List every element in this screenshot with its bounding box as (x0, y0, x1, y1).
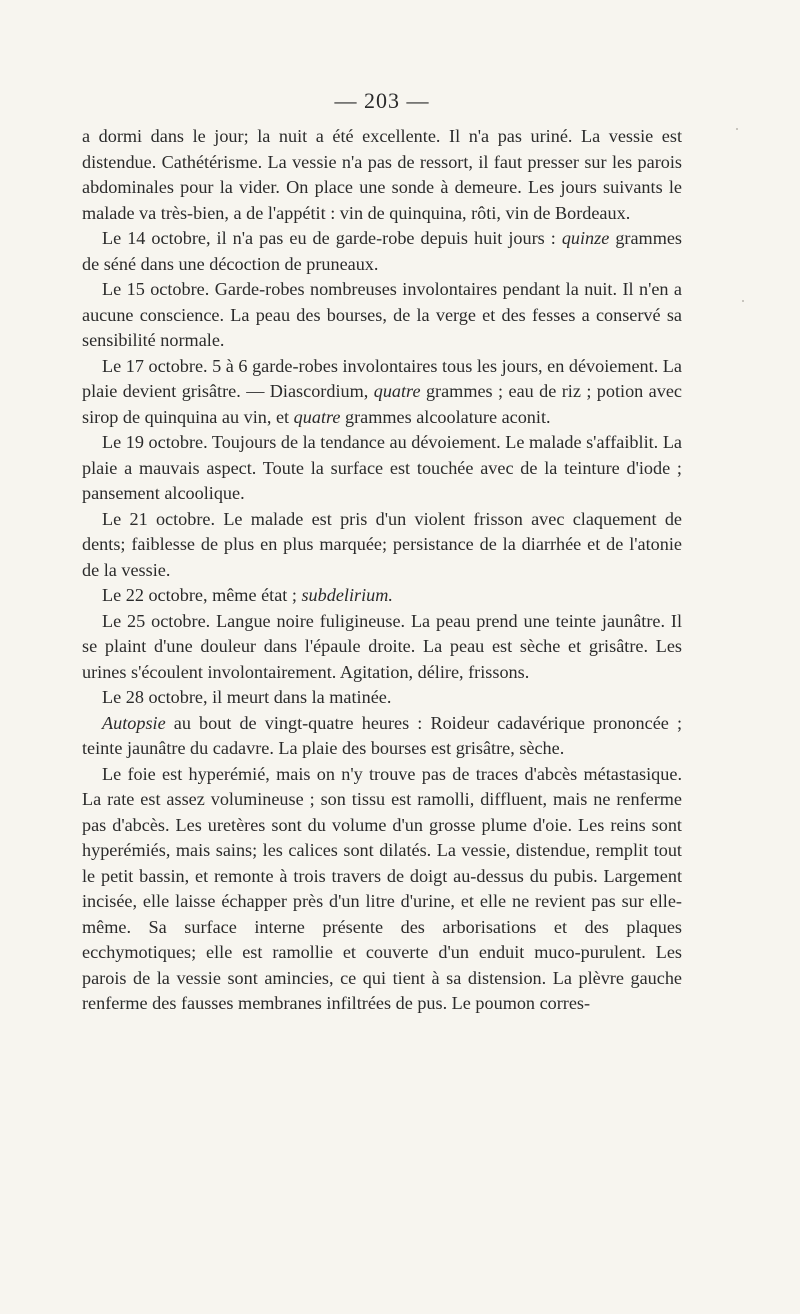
italic-text: quatre (293, 406, 341, 427)
italic-text: quinze (561, 228, 610, 248)
text-run: Le 17 octobre. 5 à 6 garde-robes involontaires tous les jours, en dévoiement. La plaie devient grisâtre. — Diascordium, (82, 355, 682, 401)
paragraph (82, 226, 682, 277)
text-run: Le 25 octobre. Langue noire fuligineuse. La peau prend une teinte jaunâtre. Il se plaint d'une douleur dans l'épaule droite. La peau est sèche et grisâtre. Les urines s'écoulent involontairement. Agitation, délire, frissons. (82, 610, 682, 682)
text-run: Le 14 octobre, il n'a pas eu de garde-robe depuis huit jours : (102, 228, 562, 248)
text-run: grammes de séné dans une décoction de pruneaux. (82, 228, 682, 274)
italic-text: Autopsie (102, 712, 166, 733)
paragraph (82, 583, 682, 609)
paragraph (82, 507, 682, 584)
paragraph (82, 277, 682, 354)
text-run: Le foie est hyperémié, mais on n'y trouve pas de traces d'abcès métastasique. La rate est assez volumineuse ; son tissu est ramolli, diffluent, mais ne renferme pas d'abcès. Les uretères sont du volume d'un grosse plume d'oie. Les reins sont hyperémiés, mais sains; les calices sont dilatés. La vessie, distendue, remplit tout le petit bassin, et remonte à trois travers de doigt au-dessus du pubis. Largement incisée, elle laisse échapper près d'un litre d'urine, et elle ne revient pas sur elle-même. Sa surface interne présente des arborisations et des plaques ecchymotiques; elle est ramollie et couverte d'un enduit muco-purulent. Les parois de la vessie sont amincies, ce qui tient à sa distension. La plèvre gauche renferme des fausses membranes infiltrées de pus. Le poumon corres- (82, 763, 682, 1013)
paper-speck (742, 300, 744, 302)
paragraph (82, 124, 682, 226)
paragraph (82, 711, 682, 762)
text-run: Le 15 octobre. Garde-robes nombreuses involontaires pendant la nuit. Il n'en a aucune conscience. La peau des bourses, de la verge et des fesses a conservé sa sensibilité normale. (82, 279, 682, 350)
text-run: Le 22 octobre, même état ; (102, 585, 302, 605)
paragraph (82, 685, 682, 711)
page-number: — 203 — (334, 88, 430, 113)
paragraph (82, 354, 682, 431)
italic-text: subdelirium. (301, 585, 393, 605)
text-run: Le 19 octobre. Toujours de la tendance au dévoiement. Le malade s'affaiblit. La plaie a mauvais aspect. Toute la surface est touchée avec de la teinture d'iode ; pansement alcoolique. (82, 432, 682, 503)
text-run: Le 28 octobre, il meurt dans la matinée. (102, 687, 392, 707)
paragraph (82, 430, 682, 507)
body-text (82, 124, 682, 1017)
italic-text: quatre (373, 381, 421, 401)
text-run: Le 21 octobre. Le malade est pris d'un violent frisson avec claquement de dents; faiblesse de plus en plus marquée; persistance de la diarrhée et de l'atonie de la vessie. (82, 508, 682, 580)
paragraph (82, 609, 682, 686)
text-run: grammes ; eau de riz ; potion avec sirop de quinquina au vin, et (82, 381, 682, 427)
text-run: au bout de vingt-quatre heures : Roideur cadavérique prononcée ; teinte jaunâtre du cadavre. La plaie des bourses est grisâtre, sèche. (82, 712, 682, 758)
paragraph (82, 762, 682, 1017)
text-run: grammes alcoolature aconit. (340, 406, 551, 427)
paper-speck (736, 128, 738, 130)
text-run: a dormi dans le jour; la nuit a été excellente. Il n'a pas uriné. La vessie est distendue. Cathétérisme. La vessie n'a pas de ressort, il faut presser sur les parois abdominales pour la vider. On place une sonde à demeure. Les jours suivants le malade va très-bien, a de l'appétit : vin de quinquina, rôti, vin de Bordeaux. (82, 126, 682, 223)
